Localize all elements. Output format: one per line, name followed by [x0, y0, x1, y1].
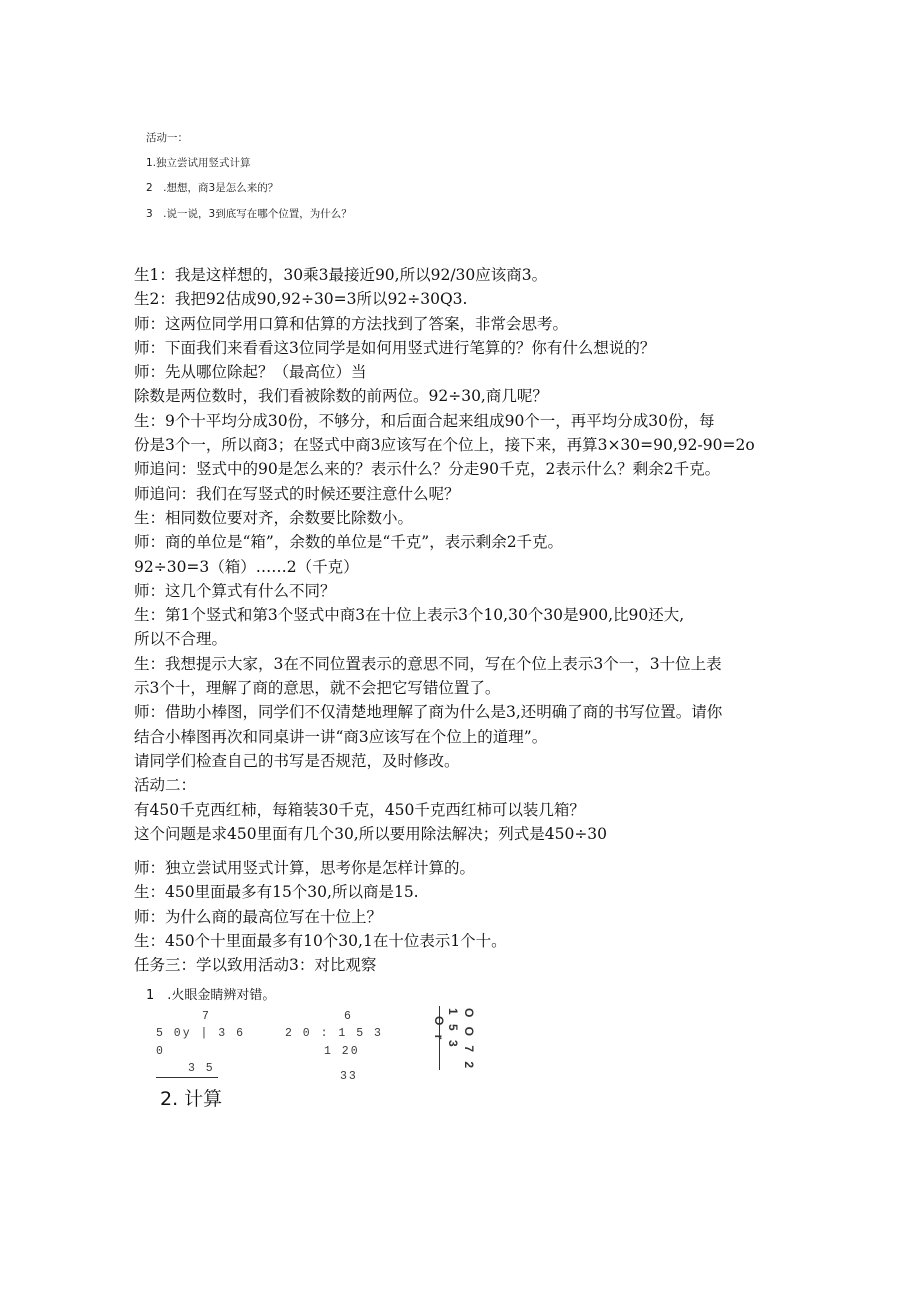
division-line: 0 — [156, 1045, 165, 1058]
transcript-line: 师：独立尝试用竖式计算，思考你是怎样计算的。 — [134, 859, 476, 878]
division-line: 3 5 — [188, 1062, 215, 1075]
task1-title: 1 .火眼金睛辨对错。 — [146, 988, 276, 1003]
division-line: 5 0y | 3 6 — [156, 1027, 246, 1040]
transcript-line: 师：下面我们来看看这3位同学是如何用竖式进行笔算的？你有什么想说的？ — [134, 338, 656, 357]
transcript-line: 师：这几个算式有什么不同？ — [134, 581, 336, 600]
transcript-line: 生2：我把92估成90,92÷30=3所以92÷30Q3. — [134, 290, 468, 309]
transcript-line: 师：这两位同学用口算和估算的方法找到了答案，非常会思考。 — [134, 314, 569, 333]
lesson-transcript — [134, 263, 794, 978]
transcript-line: 生1：我是这样想的，30乘3最接近90,所以92/30应该商3。 — [134, 266, 548, 284]
activity2-problem: 有450千克西红柿，每箱装30千克，450千克西红柿可以装几箱？ — [134, 800, 585, 819]
section-heading-calc: 2. 计算 — [160, 1088, 223, 1110]
task3-title: 任务三：学以致用活动3：对比观察 — [134, 956, 377, 975]
division-line: 1 20 — [324, 1045, 360, 1058]
transcript-line: 师追问：我们在写竖式的时候还要注意什么呢？ — [134, 484, 460, 503]
transcript-line: 除数是两位数时，我们看被除数的前两位。92÷30,商几呢？ — [134, 387, 548, 406]
quotient: 6 — [344, 1010, 353, 1023]
transcript-line: 所以不合理。 — [134, 630, 228, 649]
transcript-line: 师追问：竖式中的90是怎么来的？表示什么？分走90千克，2表示什么？剩余2千克。 — [134, 460, 721, 479]
rotated-digits: 1 5 3 — [446, 1008, 460, 1050]
transcript-line: 生：450个十里面最多有10个30,1在十位表示1个十。 — [134, 932, 507, 951]
division-equation: 92÷30=3（箱）……2（千克） — [134, 557, 359, 576]
division-rule — [156, 1077, 218, 1078]
transcript-line: 结合小棒图再次和同桌讲一讲“商3应该写在个位上的道理”。 — [134, 727, 548, 746]
transcript-line: 份是3个一，所以商3；在竖式中商3应该写在个位上，接下来，再算3×30=90,92-90=2o — [134, 436, 755, 455]
transcript-line: 师：借助小棒图，同学们不仅清楚地理解了商为什么是3,还明确了商的书写位置。请你 — [134, 703, 723, 722]
transcript-line: 生：450里面最多有15个30,所以商是15. — [134, 883, 419, 902]
transcript-line: 师：为什么商的最高位写在十位上？ — [134, 907, 383, 926]
transcript-line: 请同学们检查自己的书写是否规范，及时修改。 — [134, 751, 460, 770]
division-line: 33 — [340, 1070, 358, 1083]
transcript-line: 师：先从哪位除起？（最高位）当 — [134, 363, 367, 382]
rotated-digits: O O 7 2 — [462, 1008, 476, 1072]
transcript-line: 这个问题是求450里面有几个30,所以要用除法解决；列式是450÷30 — [134, 824, 608, 843]
transcript-line: 师：商的单位是“箱”，余数的单位是“千克”，表示剩余2千克。 — [134, 533, 564, 552]
rotated-digits: O r — [432, 1016, 446, 1043]
activity1-item-2: 2 .想想，商3是怎么来的？ — [146, 182, 279, 194]
activity1-item-3: 3 .说一说，3到底写在哪个位置，为什么？ — [146, 208, 352, 220]
transcript-line: 生：相同数位要对齐，余数要比除数小。 — [134, 508, 414, 527]
transcript-line: 生：我想提示大家，3在不同位置表示的意思不同，写在个位上表示3个一，3十位上表 — [134, 654, 722, 673]
transcript-line: 示3个十，理解了商的意思，就不会把它写错位置了。 — [134, 679, 501, 698]
activity2-title: 活动二： — [134, 776, 197, 795]
quotient: 7 — [202, 1010, 211, 1023]
transcript-line: 生：第1个竖式和第3个竖式中商3在十位上表示3个10,30个30是900,比90还大, — [134, 606, 685, 625]
division-line: 2 0 : 1 5 3 — [285, 1027, 383, 1040]
activity1-title: 活动一： — [146, 132, 188, 144]
transcript-line: 生：9个十平均分成30份，不够分，和后面合起来组成90个一，再平均分成30份，每 — [134, 411, 715, 430]
activity1-item-1: 1.独立尝试用竖式计算 — [146, 157, 251, 169]
